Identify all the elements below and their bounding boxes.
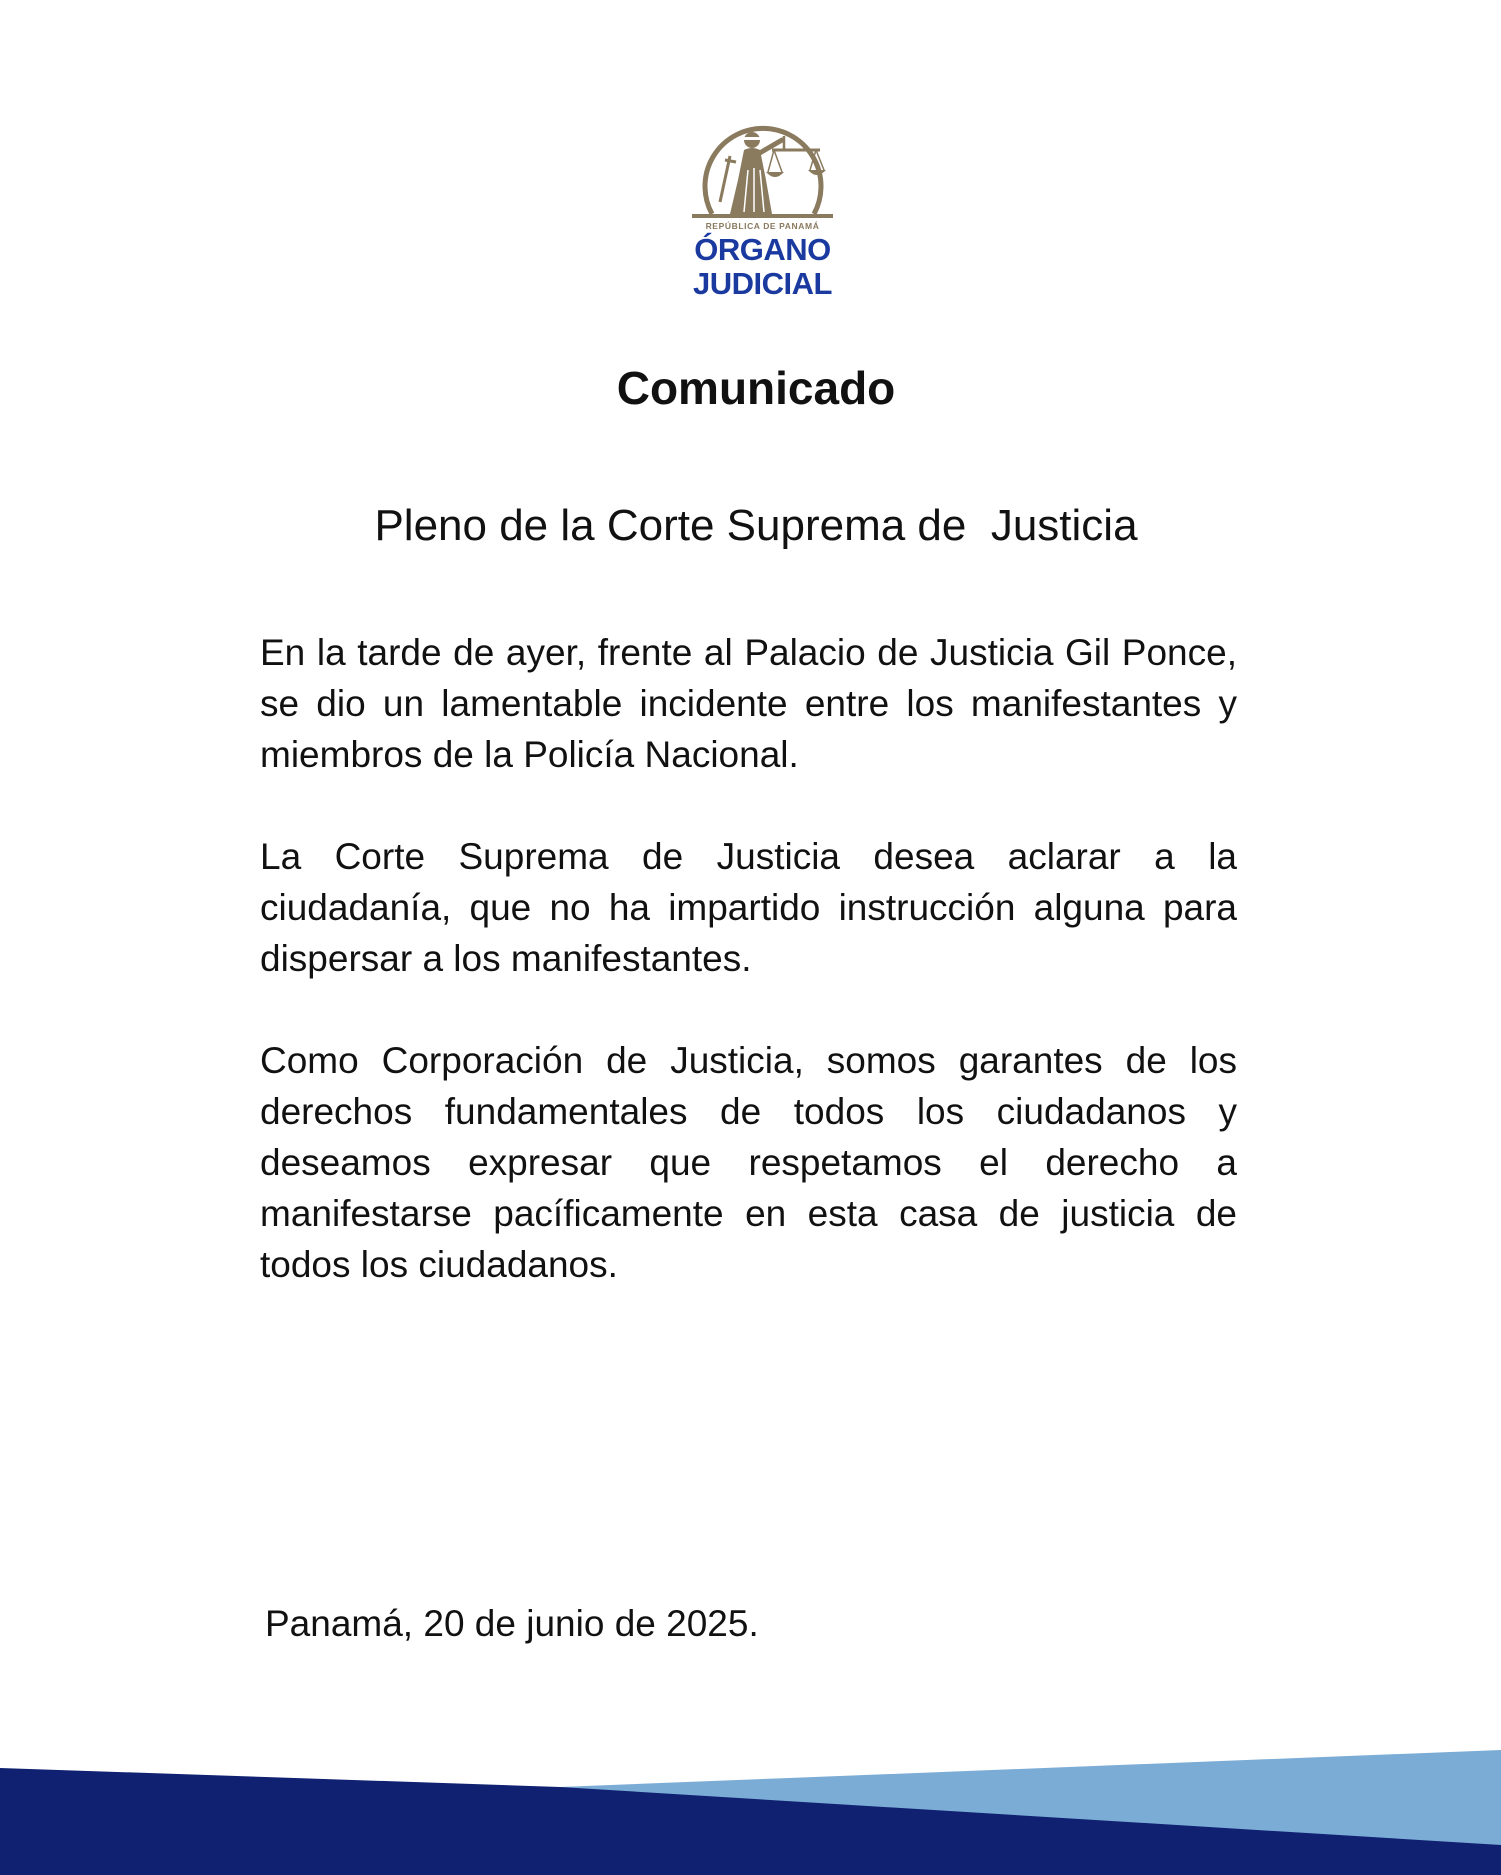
logo-judicial-text: JUDICIAL [693,266,832,301]
document-subtitle: Pleno de la Corte Suprema de Justicia [374,501,1138,550]
lady-justice-icon [690,110,835,222]
paragraph-2: La Corte Suprema de Justicia desea aclarar a la ciudadanía, que no ha impartido instrucción alguna para dispersar a los manifestantes. [260,836,1237,979]
document-body [260,627,1237,1341]
document-date: Panamá, 20 de junio de 2025. [265,1603,759,1644]
paragraph-1: En la tarde de ayer, frente al Palacio de Justicia Gil Ponce, se dio un lamentable incidente entre los manifestantes y miembros de la Policía Nacional. [260,632,1237,775]
logo-country-text: REPÚBLICA DE PANAMÁ [705,221,820,231]
organo-judicial-logo [690,110,840,305]
document-title: Comunicado [616,362,896,414]
footer-decoration [0,1745,1501,1875]
paragraph-3: Como Corporación de Justicia, somos garantes de los derechos fundamentales de todos los ciudadanos y deseamos expresar que respetamos el derecho a manifestarse pacíficamente en esta casa de justicia de todos los ciudadanos. [260,1040,1237,1285]
logo-organo-text: ÓRGANO [694,232,831,267]
